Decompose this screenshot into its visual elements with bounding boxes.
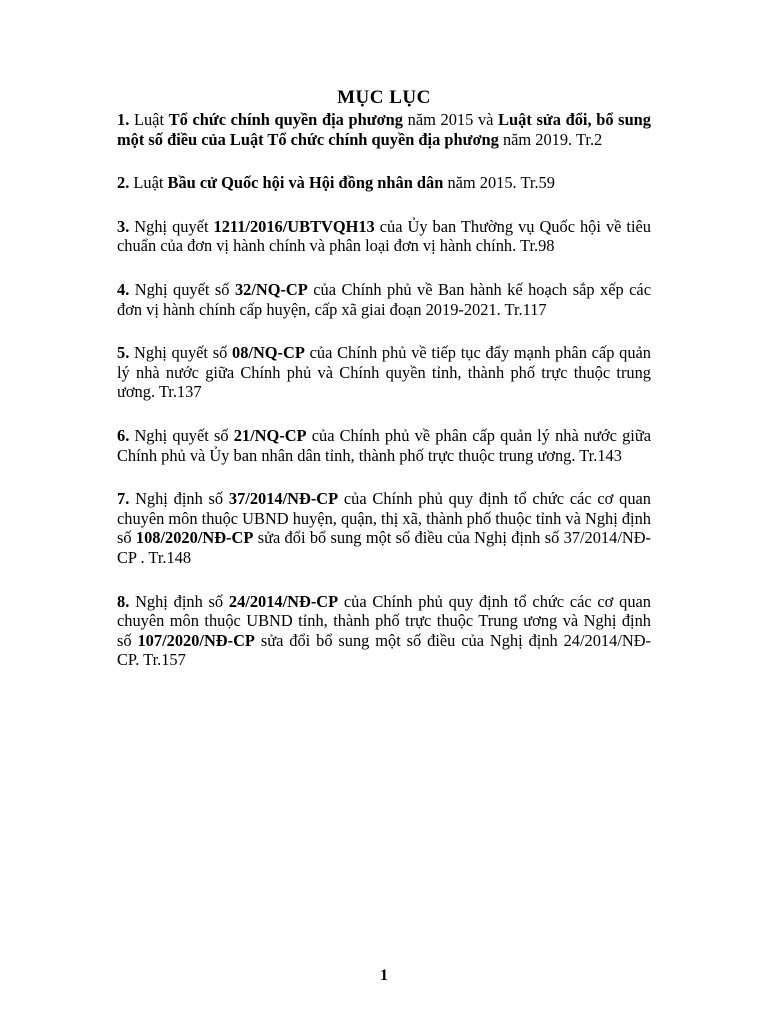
toc-entry-text: năm 2015. Tr.59 (443, 173, 555, 193)
toc-entry-text: của Ủy ban Thường vụ Quốc hội về tiêu chuẩn của đơn vị hành chính và phân loại đơn vị hành chính. Tr.98 (117, 216, 651, 256)
toc-entry-text: của Chính phủ về phân cấp quản lý nhà nước giữa Chính phủ và Ủy ban nhân dân tỉnh, thành phố trực thuộc trung ương. Tr.143 (117, 425, 651, 465)
toc-entry-number: 4. (117, 279, 130, 299)
toc-entry-text: của Chính phủ quy định tổ chức các cơ quan chuyên môn thuộc UBND huyện, quận, thị xã, thành phố thuộc tỉnh và Nghị định số (117, 489, 651, 548)
toc-entry-number: 7. (117, 489, 130, 509)
toc-entry-number: 1. (117, 110, 130, 129)
toc-entry-bold-text: 108/2020/NĐ-CP (135, 528, 254, 548)
toc-entry-bold-text: 107/2020/NĐ-CP (137, 630, 255, 650)
toc-entry (117, 426, 651, 465)
toc-entry (117, 110, 651, 149)
toc-entry-text: sửa đổi bổ sung một số điều của Nghị định 24/2014/NĐ-CP. Tr.157 (117, 630, 652, 670)
toc-entry-text: Nghị quyết số (129, 343, 233, 363)
toc-entry-text: Nghị quyết số (129, 425, 234, 445)
toc-entry-text: của Chính phủ về Ban hành kế hoạch sắp xếp các đơn vị hành chính cấp huyện, cấp xã giai đoạn 2019-2021. Tr.117 (117, 279, 651, 319)
toc-entry-bold-text: 24/2014/NĐ-CP (228, 591, 339, 611)
toc-entry-bold-text: 21/NQ-CP (233, 425, 307, 445)
table-of-contents (117, 110, 651, 694)
toc-entry (117, 343, 651, 402)
toc-entry (117, 592, 651, 670)
page-title: MỤC LỤC (337, 87, 431, 108)
toc-entry (117, 173, 651, 193)
toc-entry (117, 217, 651, 256)
toc-entry-text: năm 2015 và (402, 110, 499, 129)
toc-entry-text: Luật (129, 173, 168, 193)
toc-entry-bold-text: 37/2014/NĐ-CP (228, 489, 339, 509)
toc-entry-text: Nghị quyết số (129, 279, 235, 299)
toc-entry (117, 280, 651, 319)
toc-entry-bold-text: Luật sửa đổi, bổ sung một số điều của Luật Tổ chức chính quyền địa phương (117, 110, 651, 149)
toc-entry-text: của Chính phủ về tiếp tục đẩy mạnh phân cấp quản lý nhà nước giữa Chính phủ và Chính quyền tỉnh, thành phố trực thuộc trung ương. Tr.137 (117, 343, 651, 402)
toc-entry-bold-text: Bầu cử Quốc hội và Hội đồng nhân dân (167, 173, 444, 193)
toc-entry-text: sửa đổi bổ sung một số điều của Nghị định số 37/2014/NĐ-CP . Tr.148 (117, 528, 652, 567)
toc-entry-text: năm 2019. Tr.2 (498, 129, 603, 149)
toc-entry-bold-text: 32/NQ-CP (234, 279, 308, 299)
toc-entry-number: 3. (117, 216, 130, 236)
toc-entry-text: Luật (129, 110, 169, 129)
toc-entry-text: Nghị định số (129, 489, 229, 509)
toc-entry (117, 489, 651, 567)
toc-entry-number: 2. (117, 173, 130, 193)
toc-entry-number: 6. (117, 425, 130, 445)
toc-entry-text: Nghị quyết (129, 216, 214, 236)
toc-entry-number: 8. (117, 591, 130, 611)
toc-entry-bold-text: 08/NQ-CP (232, 343, 305, 363)
toc-entry-text: Nghị định số (129, 591, 229, 611)
toc-entry-bold-text: 1211/2016/UBTVQH13 (213, 216, 375, 236)
toc-entry-number: 5. (117, 343, 130, 363)
toc-entry-bold-text: Tổ chức chính quyền địa phương (168, 110, 403, 129)
page-number: 1 (380, 967, 388, 984)
toc-entry-text: của Chính phủ quy định tổ chức các cơ quan chuyên môn thuộc UBND tỉnh, thành phố trực thuộc Trung ương và Nghị định số (117, 591, 651, 650)
